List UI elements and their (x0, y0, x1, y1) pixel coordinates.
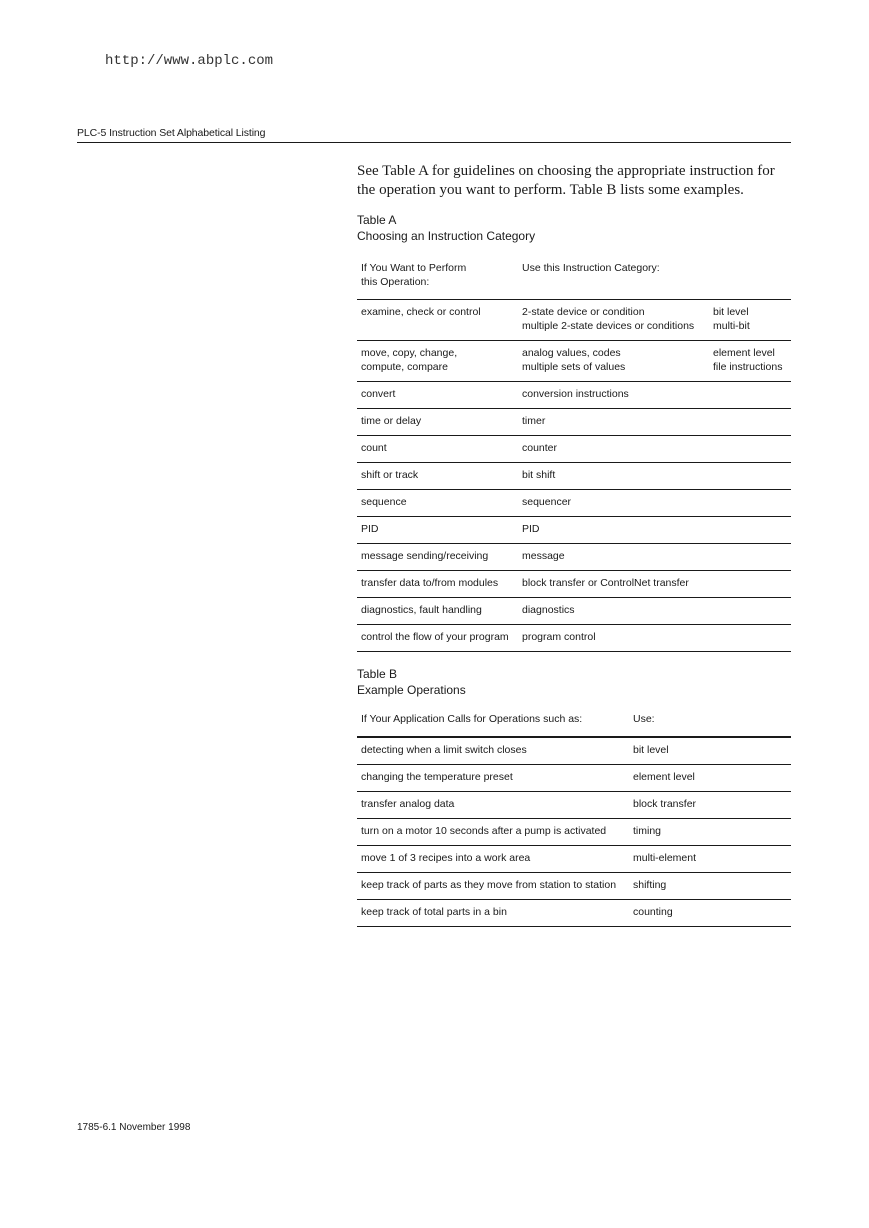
table-row (357, 737, 791, 765)
category-cell (518, 571, 709, 598)
operation-cell (357, 571, 518, 598)
level-cell (709, 382, 791, 409)
level-cell (709, 409, 791, 436)
cell-line: message (522, 550, 565, 562)
table-a (357, 256, 791, 652)
cell-line: element level (713, 347, 775, 359)
operation-cell: move 1 of 3 recipes into a work area (361, 852, 531, 864)
table-b-caption: Table B (357, 667, 398, 681)
cell-line: multiple 2-state devices or conditions (522, 320, 695, 332)
table-row (357, 544, 791, 571)
header-divider (77, 142, 791, 143)
use-cell: shifting (633, 879, 667, 891)
cell-line: sequencer (522, 496, 572, 508)
operation-cell: detecting when a limit switch closes (361, 744, 527, 756)
cell-line: move, copy, change, (361, 347, 458, 359)
cell-line: file instructions (713, 361, 783, 373)
table-row (357, 517, 791, 544)
use-cell: multi-element (633, 852, 697, 864)
cell-line: control the flow of your program (361, 631, 509, 643)
cell-line: transfer data to/from modules (361, 577, 499, 589)
table-row (357, 463, 791, 490)
level-cell (709, 625, 791, 652)
cell-line: shift or track (361, 469, 419, 481)
category-cell (518, 490, 709, 517)
table-row (357, 846, 791, 873)
table-row (357, 873, 791, 900)
category-cell (518, 382, 709, 409)
operation-cell: turn on a motor 10 seconds after a pump is activated (361, 825, 607, 837)
cell-line: multi-bit (713, 320, 750, 332)
operation-cell (357, 382, 518, 409)
cell-line: time or delay (361, 415, 422, 427)
category-cell (518, 544, 709, 571)
table-b-title: Example Operations (357, 683, 466, 697)
use-cell: block transfer (633, 798, 697, 810)
cell-line: message sending/receiving (361, 550, 489, 562)
category-cell (518, 436, 709, 463)
header-url: http://www.abplc.com (105, 53, 274, 69)
table-row (357, 598, 791, 625)
page-footer: 1785-6.1 November 1998 (77, 1122, 191, 1133)
operation-cell (357, 598, 518, 625)
cell-line: PID (361, 523, 379, 535)
table-a-header-level (709, 256, 791, 300)
operation-cell (357, 341, 518, 382)
category-cell (518, 598, 709, 625)
table-row (357, 300, 791, 341)
table-a-header-operation (357, 256, 518, 300)
category-cell (518, 463, 709, 490)
category-cell (518, 409, 709, 436)
category-cell (518, 341, 709, 382)
intro-paragraph: See Table A for guidelines on choosing the appropriate instruction for the operation you want to perform. Table B lists some examples. (357, 163, 775, 198)
operation-cell (357, 463, 518, 490)
table-row (357, 625, 791, 652)
table-row (357, 792, 791, 819)
operation-cell: keep track of parts as they move from station to station (361, 879, 617, 891)
cell-line: timer (522, 415, 546, 427)
level-cell (709, 300, 791, 341)
operation-cell: keep track of total parts in a bin (361, 906, 507, 918)
table-row (357, 819, 791, 846)
cell-line: bit level (713, 306, 749, 318)
operation-cell: changing the temperature preset (361, 771, 513, 783)
operation-cell (357, 300, 518, 341)
operation-cell (357, 544, 518, 571)
main-content (357, 162, 791, 927)
operation-cell (357, 490, 518, 517)
use-cell: bit level (633, 744, 669, 756)
cell-line: counter (522, 442, 558, 454)
operation-cell (357, 409, 518, 436)
cell-line: examine, check or control (361, 306, 481, 318)
cell-line: PID (522, 523, 540, 535)
table-row (357, 490, 791, 517)
cell-line: count (361, 442, 387, 454)
category-cell (518, 300, 709, 341)
table-row (357, 436, 791, 463)
cell-line: conversion instructions (522, 388, 629, 400)
level-cell (709, 490, 791, 517)
table-b-header-operation: If Your Application Calls for Operations such as: (361, 713, 583, 725)
operation-cell (357, 625, 518, 652)
level-cell (709, 436, 791, 463)
table-a-header-category: Use this Instruction Category: (522, 262, 660, 274)
table-row (357, 765, 791, 792)
level-cell (709, 463, 791, 490)
table-b-header-use: Use: (633, 713, 655, 725)
table-row (357, 341, 791, 382)
table-row (357, 382, 791, 409)
table-a-header-row (357, 256, 791, 300)
level-cell (709, 517, 791, 544)
category-cell (518, 517, 709, 544)
cell-line: multiple sets of values (522, 361, 626, 373)
use-cell: element level (633, 771, 695, 783)
cell-line: compute, compare (361, 361, 448, 373)
table-b (357, 710, 791, 927)
cell-line: diagnostics (522, 604, 575, 616)
table-row (357, 900, 791, 927)
table-row (357, 409, 791, 436)
cell-line: bit shift (522, 469, 556, 481)
cell-line: diagnostics, fault handling (361, 604, 482, 616)
level-cell (709, 341, 791, 382)
level-cell (709, 544, 791, 571)
running-head: PLC-5 Instruction Set Alphabetical Listing (77, 127, 266, 139)
header-line: this Operation: (361, 276, 430, 288)
cell-line: sequence (361, 496, 407, 508)
operation-cell: transfer analog data (361, 798, 455, 810)
cell-line: block transfer or ControlNet transfer (522, 577, 689, 589)
use-cell: counting (633, 906, 673, 918)
level-cell (709, 571, 791, 598)
level-cell (709, 598, 791, 625)
cell-line: analog values, codes (522, 347, 621, 359)
category-cell (518, 625, 709, 652)
table-b-header-row (357, 710, 791, 737)
use-cell: timing (633, 825, 662, 837)
header-line: If You Want to Perform (361, 262, 467, 274)
table-a-caption: Table A (357, 213, 397, 227)
operation-cell (357, 436, 518, 463)
cell-line: 2-state device or condition (522, 306, 645, 318)
table-a-title: Choosing an Instruction Category (357, 229, 536, 243)
cell-line: convert (361, 388, 396, 400)
operation-cell (357, 517, 518, 544)
cell-line: program control (522, 631, 596, 643)
table-row (357, 571, 791, 598)
